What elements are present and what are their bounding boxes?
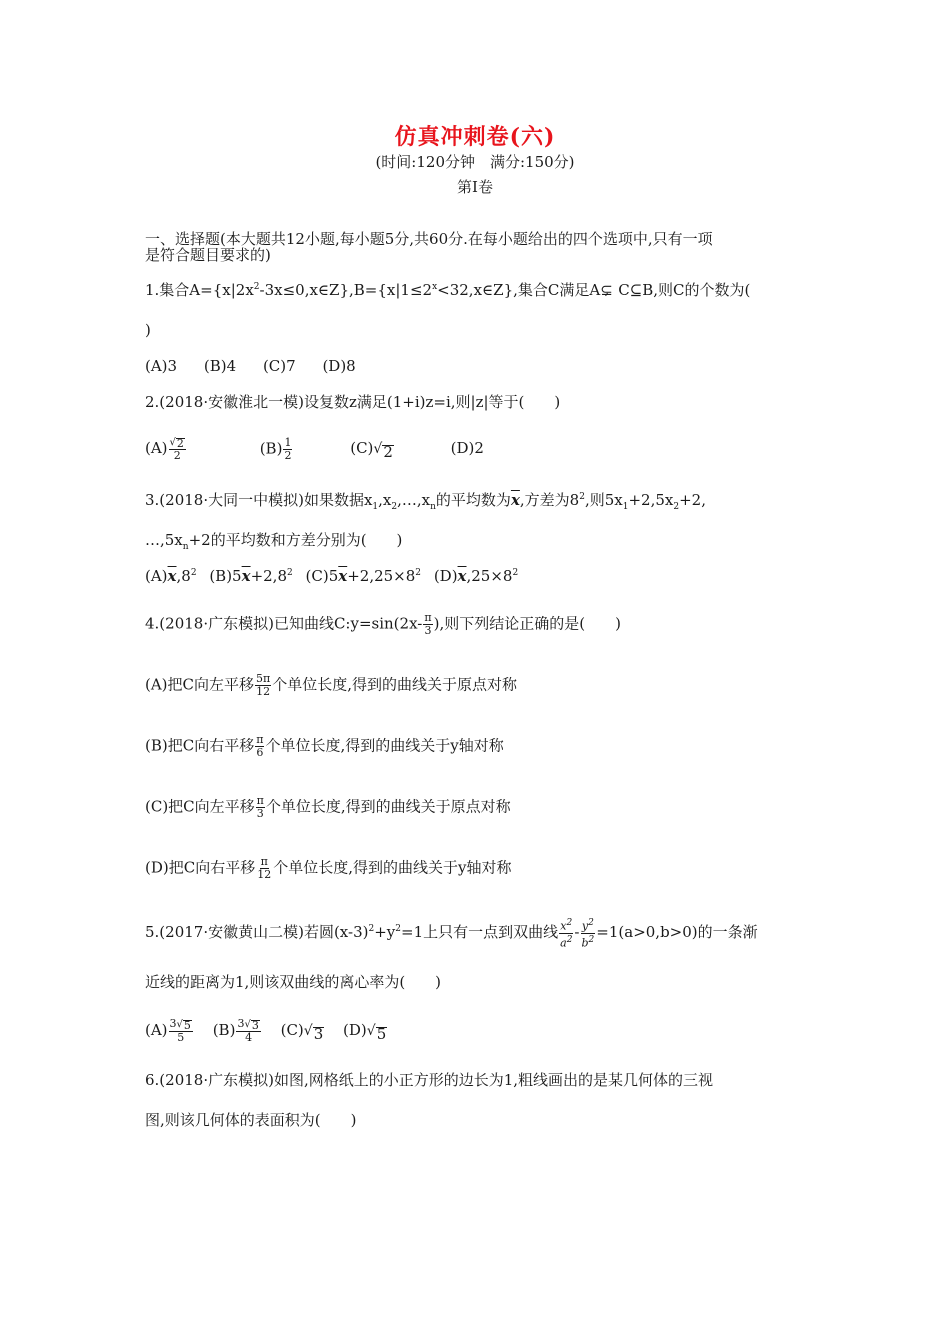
question-5-options xyxy=(145,1018,409,1044)
section-heading-line1: 一、选择题(本大题共12小题,每小题5分,共60分.在每小题给出的四个选项中,只有一项 xyxy=(145,230,713,248)
question-2-options xyxy=(145,436,506,462)
q4-option-c[interactable]: (C)把C向左平移 $\frac{\pi}{3}$ 个单位长度,得到的曲线关于原点对称 xyxy=(145,794,511,820)
q1-option-b[interactable]: (B)4 xyxy=(203,357,237,375)
question-2-stem: 2.(2018·安徽淮北一模)设复数z满足(1+i)z=i,则|z|等于( ) xyxy=(145,393,561,411)
volume-label: 第Ⅰ卷 xyxy=(457,178,493,196)
q3-option-b[interactable]: $(B)5\overline{x}+2,8^2$ xyxy=(209,567,293,585)
q4-option-b[interactable]: (B)把C向右平移 $\frac{\pi}{6}$ 个单位长度,得到的曲线关于y轴对称 xyxy=(145,733,504,759)
question-3-line1: 3.(2018·大同一中模拟)如果数据$x_1,x_2,\dots,x_n$的平均数为$\overline{x}$,方差为$8^2$,则$5x_1+2,5x_2+2$, xyxy=(145,491,706,512)
q1-option-a[interactable]: (A)3 xyxy=(145,357,178,375)
q2-option-d[interactable]: (D)2 xyxy=(450,439,484,457)
question-4-stem: 4.(2018·广东模拟)已知曲线C:y=sin(2x- $\frac{\pi}{3}$ ),则下列结论正确的是( ) xyxy=(145,611,621,637)
question-6-line2: 图,则该几何体的表面积为( ) xyxy=(145,1111,357,1129)
q2-option-a[interactable]: (A) √ 2 2 xyxy=(145,437,184,462)
question-5-line1: 5.(2017·安徽黄山二模)若圆$(x-3)^2+y^2=1$上只有一点到双曲线 $\frac{x^2}{a^2}$ - $\frac{y^2}{b^2}$ =1(a>0,b>0)的一条渐 xyxy=(145,918,758,950)
question-1-options xyxy=(145,356,378,376)
q3-option-c[interactable]: $(C)5\overline{x}+2,25\times 8^2$ xyxy=(305,567,422,585)
q4-option-d[interactable]: (D)把C向右平移 $\frac{\pi}{12}$ 个单位长度,得到的曲线关于y轴对称 xyxy=(145,855,512,881)
question-6-line1: 6.(2018·广东模拟)如图,网格纸上的小正方形的边长为1,粗线画出的是某几何体的三视 xyxy=(145,1071,714,1089)
exam-subtitle: (时间:120分钟 满分:150分) xyxy=(375,153,575,171)
q3-option-a[interactable]: $(A)\overline{x},8^2$ xyxy=(145,567,197,585)
q5-option-c[interactable]: (C) √ 3 xyxy=(280,1021,324,1043)
q1-option-c[interactable]: (C)7 xyxy=(262,357,296,375)
q2-option-c[interactable]: (C) √ 2 xyxy=(350,439,393,461)
exam-title: 仿真冲刺卷(六) xyxy=(394,124,556,150)
q2-option-b[interactable]: (B) $\frac{1}{2}$ xyxy=(259,435,292,462)
q5-option-a[interactable]: (A) 3 √ 5 5 xyxy=(145,1017,191,1044)
q4-option-a[interactable]: (A)把C向左平移 $\frac{5\pi}{12}$ 个单位长度,得到的曲线关于原点对称 xyxy=(145,672,518,698)
question-3-options xyxy=(145,563,540,586)
section-heading-line2: 是符合题目要求的) xyxy=(145,246,271,264)
proper-subset-symbol xyxy=(600,280,618,300)
q5-option-d[interactable]: (D) √ 5 xyxy=(343,1021,387,1043)
q3-option-d[interactable]: $(D)\overline{x},25\times 8^2$ xyxy=(433,567,519,585)
question-1-line2: ) xyxy=(145,321,151,339)
question-1-line1: 1.集合$A=\{x|2x^2-3x\le 0,x\in Z\},B=\{x|1\le 2^x<32,x\in Z\}$,集合C满足A ⊊ C⊆B,则C的个数为( xyxy=(145,277,750,300)
q5-option-b[interactable]: (B) 3 √ 3 4 xyxy=(212,1017,259,1044)
q1-option-d[interactable]: (D)8 xyxy=(322,357,356,375)
question-3-line2: $\dots,5x_n+2$的平均数和方差分别为( ) xyxy=(145,531,403,552)
question-5-line2: 近线的距离为1,则该双曲线的离心率为( ) xyxy=(145,973,442,991)
